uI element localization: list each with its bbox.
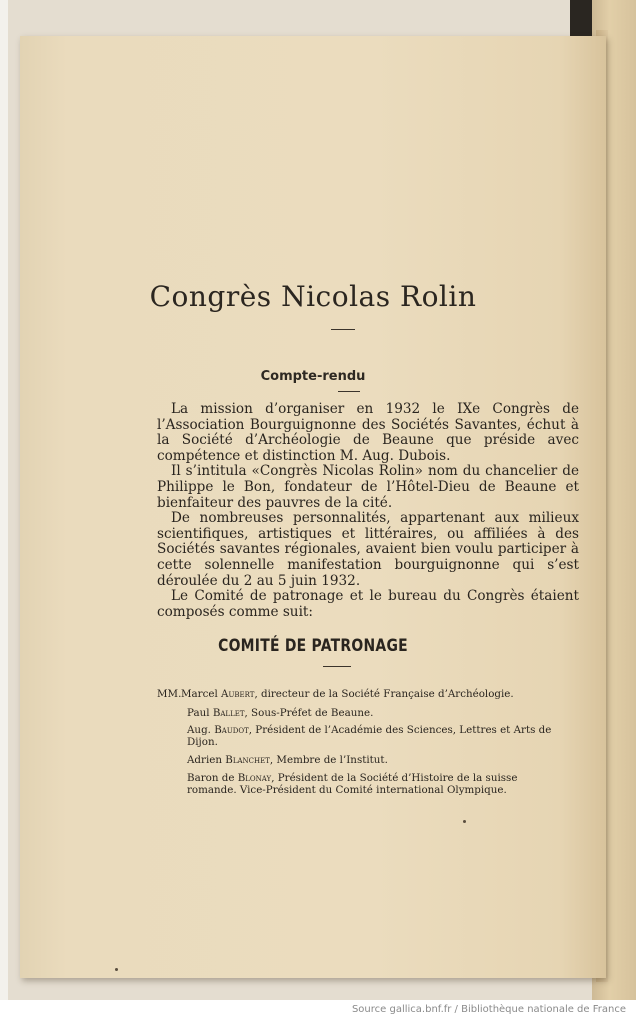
source-attribution[interactable]: Source gallica.bnf.fr / Bibliothèque nationale de France [351, 1004, 626, 1015]
member-surname: Baudot [214, 724, 249, 736]
member-entry [187, 724, 567, 749]
member-role: , directeur de la Société Française d’Archéologie. [254, 688, 514, 700]
member-first-name: Marcel [181, 688, 218, 700]
member-entry [187, 707, 567, 719]
member-role: , Président de la Société d’Histoire de la suisse romande. Vice-Président du Comité international Olympique. [187, 772, 518, 797]
member-surname: Blonay [237, 772, 272, 784]
members-prefix: MM. [157, 688, 182, 700]
member-role: , Président de l’Académie des Sciences, Lettres et Arts de Dijon. [187, 724, 552, 749]
title-rule [331, 329, 355, 330]
member-entry [187, 772, 567, 797]
section-heading: COMITÉ DE PATRONAGE [218, 636, 408, 656]
paragraph: Le Comité de patronage et le bureau du Congrès étaient composés comme suit: [157, 588, 579, 620]
member-surname: Aubert [221, 688, 255, 700]
member-first-name: Paul [187, 707, 210, 719]
paper-speck [463, 820, 466, 823]
member-surname: Ballet [212, 707, 245, 719]
subtitle-rule [338, 391, 360, 392]
body-text [157, 402, 579, 620]
member-entry [181, 688, 571, 700]
section-rule [323, 666, 351, 667]
paragraph: De nombreuses personnalités, appartenant aux milieux scientifiques, artistiques et littéraires, ou affiliées à des Sociétés savantes régionales, avaient bien voulu participer à cette solennelle manifestation bourguignonne qui s’est déroulée du 2 au 5 juin 1932. [157, 510, 579, 589]
member-first-name: Baron de [187, 772, 235, 784]
page-title: Congrès Nicolas Rolin [149, 280, 477, 313]
book-binding [570, 0, 592, 36]
member-role: , Membre de l’Institut. [269, 754, 388, 766]
document-page [20, 36, 606, 978]
member-role: , Sous-Préfet de Beaune. [244, 707, 374, 719]
paper-speck [115, 968, 118, 971]
member-entry [187, 754, 567, 766]
member-first-name: Adrien [187, 754, 222, 766]
paragraph: La mission d’organiser en 1932 le IXe Congrès de l’Association Bourguignonne des Sociétés Savantes, échut à la Société d’Archéologie de Beaune que préside avec compétence et distinction M. Aug. Dubois. [157, 401, 579, 464]
page-subtitle: Compte-rendu [260, 369, 366, 384]
member-first-name: Aug. [187, 724, 211, 736]
member-surname: Blanchet [225, 754, 270, 766]
paragraph: Il s’intitula «Congrès Nicolas Rolin» nom du chancelier de Philippe le Bon, fondateur de l’Hôtel-Dieu de Beaune et bienfaiteur des pauvres de la cité. [157, 463, 579, 511]
